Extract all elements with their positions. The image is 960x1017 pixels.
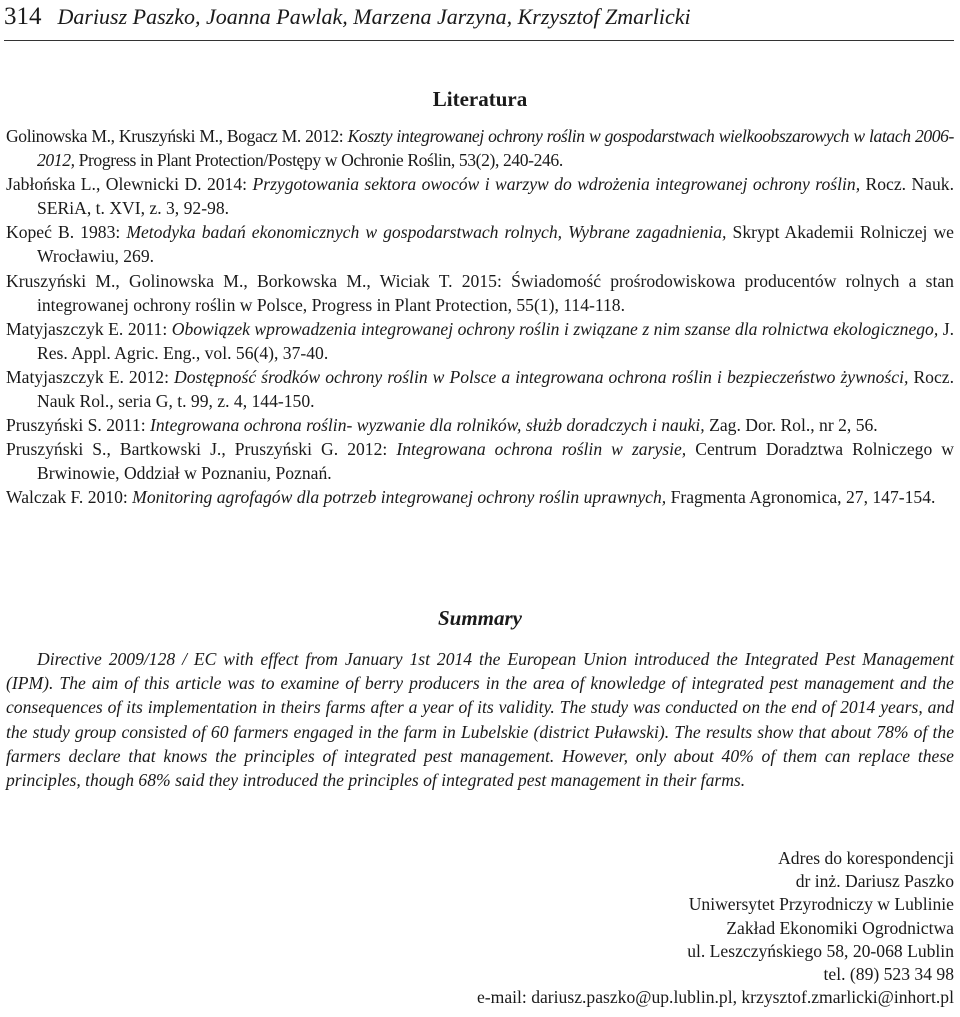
reference-authors: Pruszyński S. 2011: xyxy=(6,415,146,436)
reference-title: Metodyka badań ekonomicznych w gospodarstwach rolnych, Wybrane zagadnienia, xyxy=(126,222,727,243)
reference-source: J. Res. Appl. Agric. Eng., vol. 56(4), 37-40. xyxy=(37,318,954,363)
reference-title: Przygotowania sektora owoców i warzyw do wdrożenia integrowanej ochrony roślin, xyxy=(252,174,861,195)
reference-item xyxy=(6,437,954,485)
summary-text: Directive 2009/128 / EC with effect from January 1st 2014 the European Union introduced the Integrated Pest Management (IPM). The aim of this article was to examine of berry producers in the area of knowledge of integrated pest management and the consequences of its implementation in theirs farms after a year of its validity. The study was conducted on the end of 2014 years, and the study group consisted of 60 farmers engaged in the farm in Lubelskie (district Puławski). The results show that about 78% of the farmers declare that knows the principles of integrated pest management. However, only about 40% of them can replace these principles, though 68% said they introduced the principles of integrated pest management in their farms. xyxy=(6,649,954,791)
reference-item xyxy=(6,220,954,268)
reference-authors: Jabłońska L., Olewnicki D. 2014: xyxy=(6,174,248,195)
contact-phone: tel. (89) 523 34 98 xyxy=(823,964,954,985)
reference-source: Progress in Plant Protection/Postępy w Ochronie Roślin, 53(2), 240-246. xyxy=(78,150,563,171)
reference-authors: Matyjaszczyk E. 2011: xyxy=(6,318,168,339)
reference-item xyxy=(6,365,954,413)
reference-item xyxy=(6,413,954,437)
reference-source: Rocz. Nauk Rol., seria G, t. 99, z. 4, 144-150. xyxy=(37,366,954,412)
reference-title: Integrowana ochrona roślin w zarysie, xyxy=(396,439,687,460)
reference-item xyxy=(6,172,954,220)
contact-email: e-mail: dariusz.paszko@up.lublin.pl, krzysztof.zmarlicki@inhort.pl xyxy=(476,987,954,1008)
reference-title: Obowiązek wprowadzenia integrowanej ochrony roślin i związane z nim szanse dla rolnictwa ekologicznego, xyxy=(171,318,939,339)
reference-title: Integrowana ochrona roślin- wyzwanie dla rolników, służb doradczych i nauki, xyxy=(150,415,705,436)
reference-source: Fragmenta Agronomica, 27, 147-154. xyxy=(670,487,936,508)
reference-source: Świadomość prośrodowiskowa producentów rolnych a stan integrowanej ochrony roślin w Polsce, Progress in Plant Protection, 55(1), 114-118. xyxy=(37,270,954,315)
contact-department: Zakład Ekonomiki Ogrodnictwa xyxy=(726,917,954,938)
reference-title: Monitoring agrofagów dla potrzeb integrowanej ochrony roślin uprawnych, xyxy=(132,487,667,508)
reference-authors: Golinowska M., Kruszyński M., Bogacz M. 2012: xyxy=(6,126,344,146)
summary-heading: Summary xyxy=(437,606,523,630)
references-heading: Literatura xyxy=(432,87,528,111)
reference-title: Koszty integrowanej ochrony roślin w gospodarstwach wielkoobszarowych w latach 2006-2012, xyxy=(37,126,954,171)
reference-authors: Pruszyński S., Bartkowski J., Pruszyński G. 2012: xyxy=(6,439,388,460)
reference-source: Zag. Dor. Rol., nr 2, 56. xyxy=(709,415,878,436)
running-header xyxy=(4,0,954,41)
contact-university: Uniwersytet Przyrodniczy w Lublinie xyxy=(688,894,954,915)
reference-list xyxy=(6,124,954,510)
reference-title: Dostępność środków ochrony roślin w Polsce a integrowana ochrona roślin i bezpieczeństwo żywności, xyxy=(174,366,909,387)
reference-authors: Kruszyński M., Golinowska M., Borkowska M., Wiciak T. 2015: xyxy=(6,270,502,291)
reference-item xyxy=(6,485,954,509)
reference-authors: Matyjaszczyk E. 2012: xyxy=(6,366,169,387)
header-authors: Dariusz Paszko, Joanna Pawlak, Marzena Jarzyna, Krzysztof Zmarlicki xyxy=(57,4,691,29)
reference-authors: Kopeć B. 1983: xyxy=(6,222,121,243)
contact-label: Adres do korespondencji xyxy=(778,848,954,868)
reference-authors: Walczak F. 2010: xyxy=(6,487,128,508)
reference-item xyxy=(6,317,954,365)
reference-source: Centrum Doradztwa Rolniczego w Brwinowie, Oddział w Poznaniu, Poznań. xyxy=(37,439,954,484)
reference-source: Skrypt Akademii Rolniczej we Wrocławiu, 269. xyxy=(37,222,954,267)
correspondence-address xyxy=(254,847,954,1009)
contact-street: ul. Leszczyńskiego 58, 20-068 Lublin xyxy=(687,940,954,961)
page-number: 314 xyxy=(4,3,42,30)
contact-name: dr inż. Dariusz Paszko xyxy=(795,871,954,892)
reference-source: Rocz. Nauk. SERiA, t. XVI, z. 3, 92-98. xyxy=(37,174,954,219)
reference-item xyxy=(6,269,954,317)
reference-item xyxy=(6,124,954,172)
